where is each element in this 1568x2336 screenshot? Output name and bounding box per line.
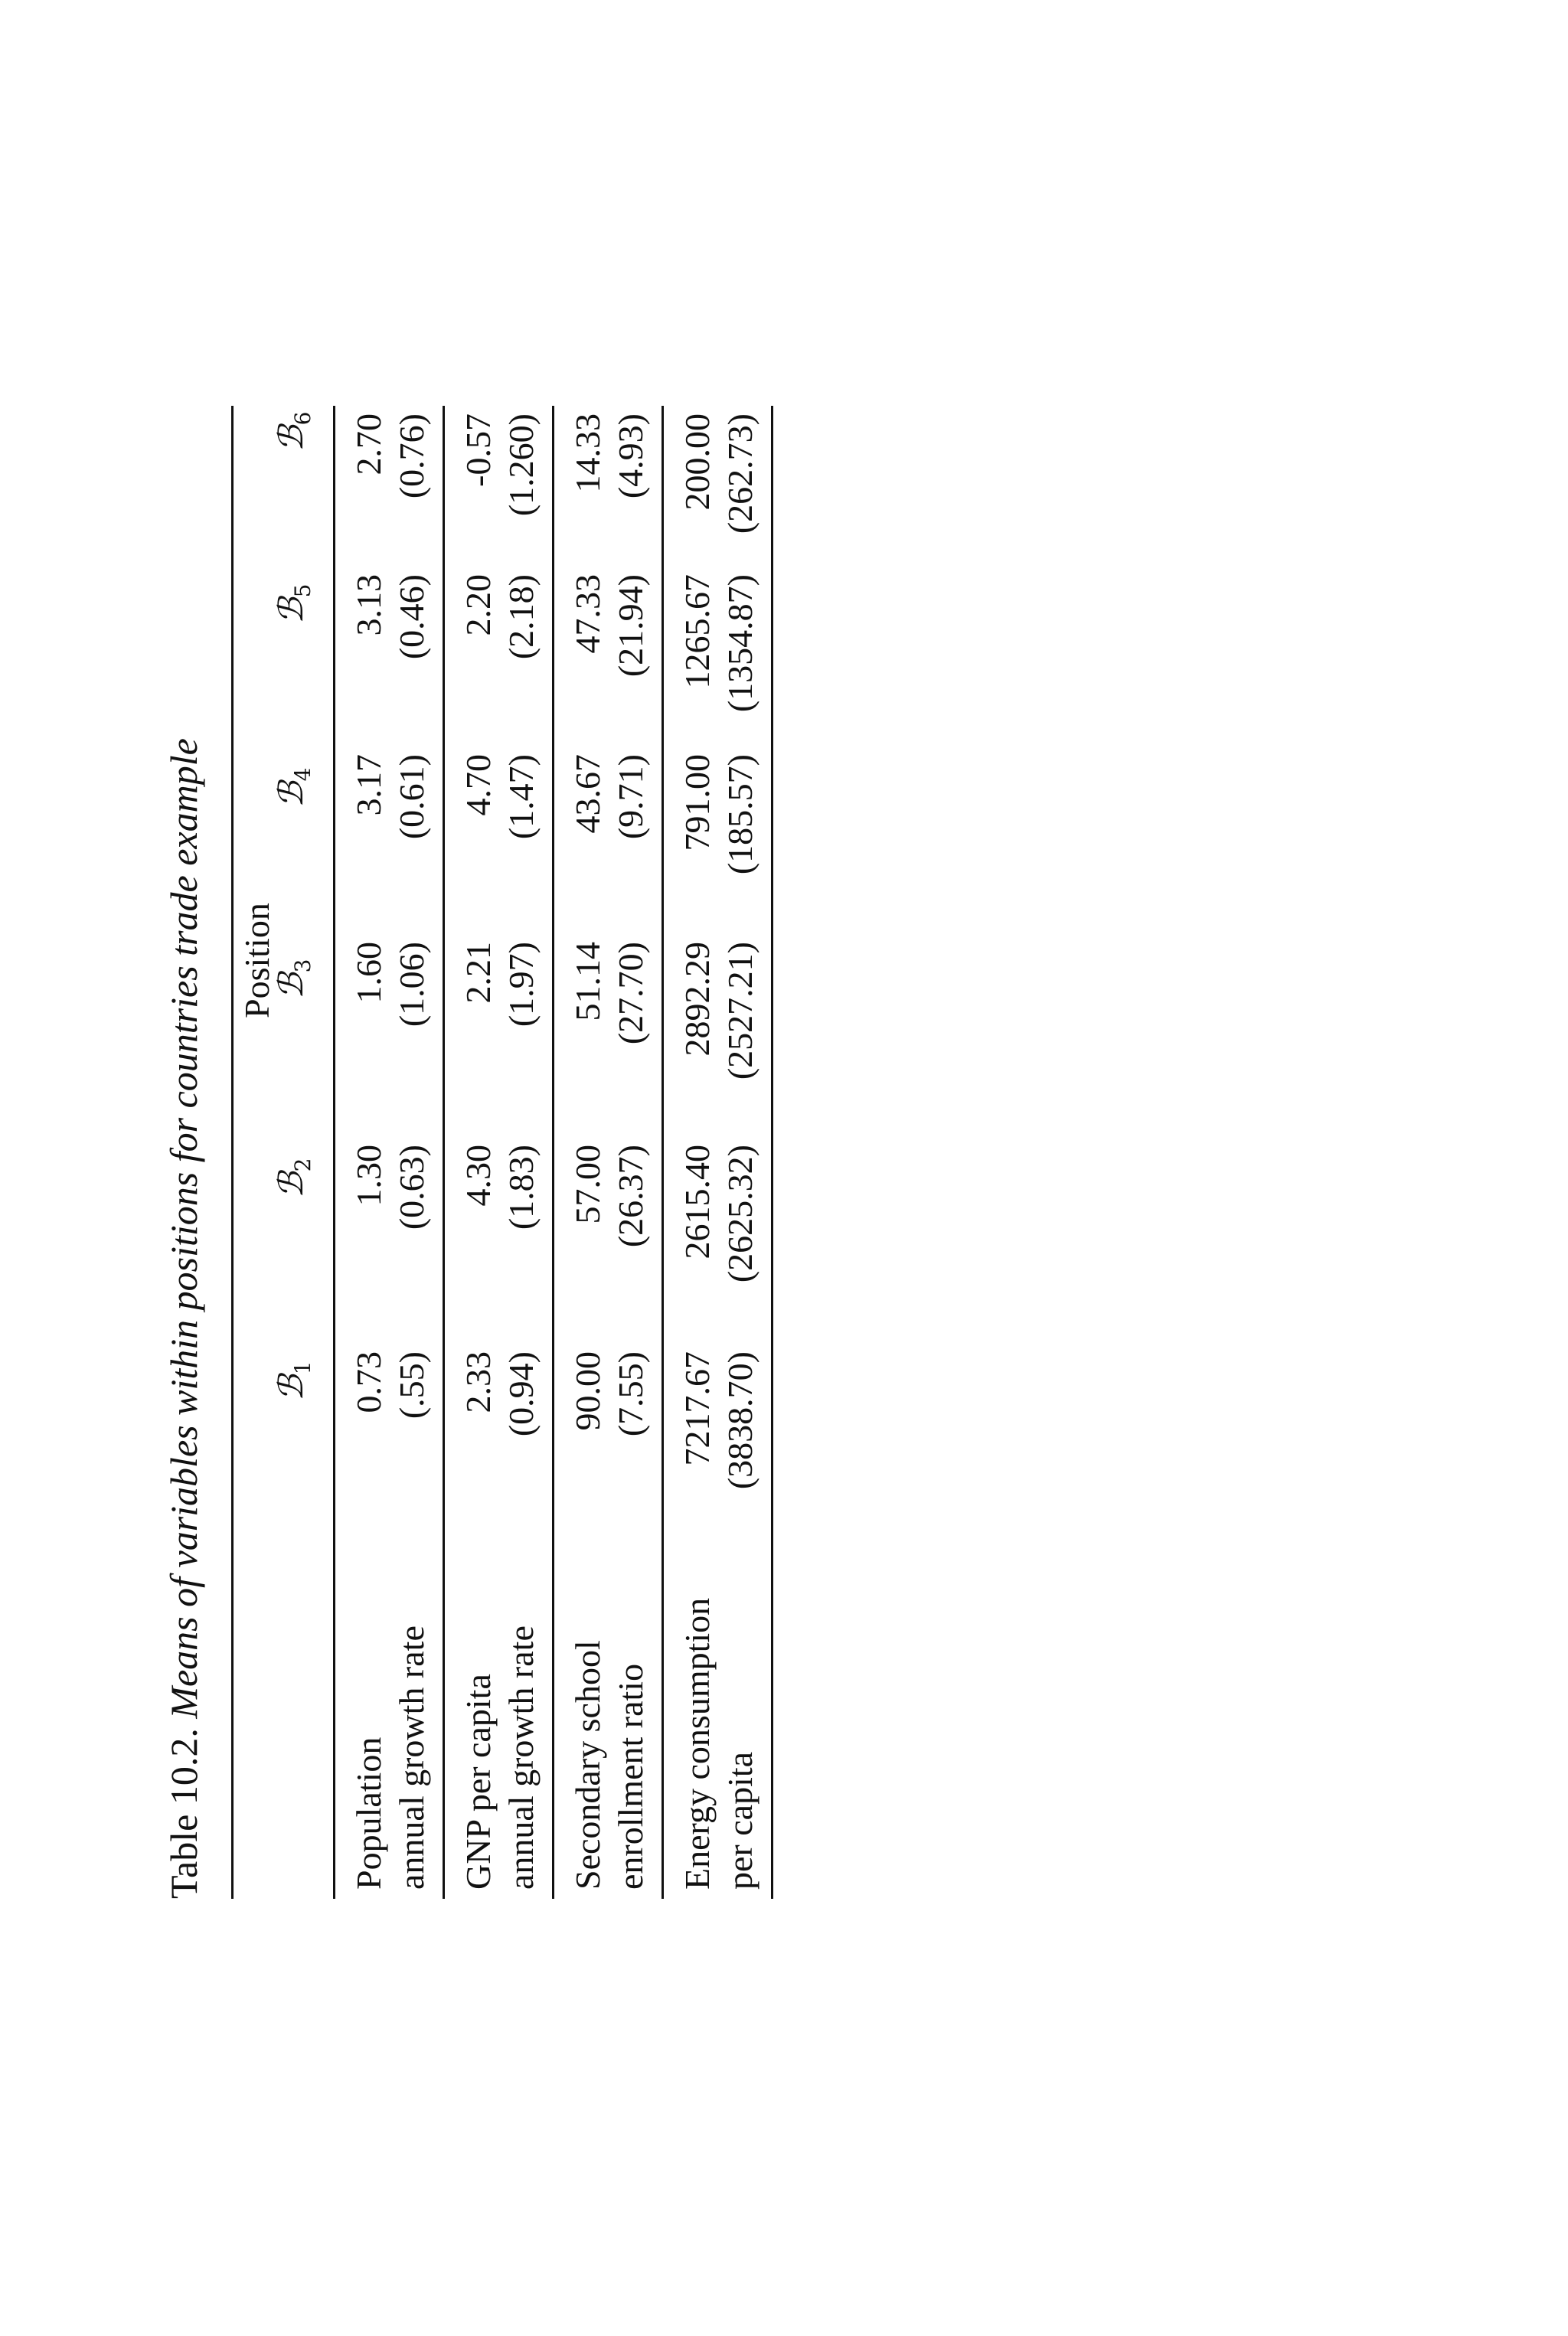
table-row	[445, 406, 552, 1899]
caption-number: Table 10.2.	[162, 1728, 205, 1899]
caption-title: Means of variables within positions for countries trade example	[162, 738, 205, 1719]
cell-b6: -0.57 (1.260)	[459, 413, 541, 517]
cell-b5: 47.33 (21.94)	[568, 574, 650, 678]
position-columns	[272, 406, 325, 1899]
column-header-b4: ℬ$_4$	[272, 767, 315, 808]
cell-b2: 2615.40 (2625.32)	[678, 1145, 760, 1283]
table-row	[335, 406, 443, 1899]
cell-b4: 4.70 (1.47)	[459, 754, 541, 840]
cell-b3: 2.21 (1.97)	[459, 942, 541, 1028]
cell-b1: 90.00 (7.55)	[568, 1351, 650, 1437]
table-row	[554, 406, 662, 1899]
column-header-b5: ℬ$_5$	[272, 583, 315, 624]
cell-b4: 791.00 (185.57)	[678, 754, 760, 875]
rotated-page	[161, 406, 789, 1899]
row-label: Population annual growth rate	[349, 1625, 431, 1890]
table-caption	[161, 738, 207, 1899]
cell-b6: 200.00 (262.73)	[678, 413, 760, 534]
table-bottom-rule	[771, 406, 773, 1899]
column-header-b3: ℬ$_3$	[272, 959, 315, 999]
row-label: Secondary school enrollment ratio	[568, 1640, 650, 1890]
column-header-b1: ℬ$_1$	[272, 1361, 315, 1401]
cell-b1: 2.33 (0.94)	[459, 1351, 541, 1437]
cell-b1: 0.73 (.55)	[349, 1351, 431, 1420]
row-label: Energy consumption per capita	[678, 1597, 760, 1890]
cell-b3: 51.14 (27.70)	[568, 942, 650, 1045]
position-group-label: Position	[237, 903, 276, 1018]
cell-b5: 2.20 (2.18)	[459, 574, 541, 660]
cell-b5: 3.13 (0.46)	[349, 574, 431, 660]
cell-b6: 14.33 (4.93)	[568, 413, 650, 499]
cell-b1: 7217.67 (3838.70)	[678, 1351, 760, 1490]
table-row	[664, 406, 771, 1899]
cell-b4: 3.17 (0.61)	[349, 754, 431, 840]
cell-b2: 4.30 (1.83)	[459, 1145, 541, 1230]
cell-b5: 1265.67 (1354.87)	[678, 574, 760, 713]
cell-b2: 1.30 (0.63)	[349, 1145, 431, 1230]
cell-b2: 57.00 (26.37)	[568, 1145, 650, 1248]
cell-b6: 2.70 (0.76)	[349, 413, 431, 499]
cell-b4: 43.67 (9.71)	[568, 754, 650, 840]
row-label: GNP per capita annual growth rate	[459, 1625, 541, 1890]
column-header-b2: ℬ$_2$	[272, 1158, 315, 1198]
data-table	[231, 406, 773, 1899]
table-header	[234, 406, 333, 1899]
cell-b3: 2892.29 (2527.21)	[678, 942, 760, 1080]
cell-b3: 1.60 (1.06)	[349, 942, 431, 1028]
column-header-b6: ℬ$_6$	[272, 411, 315, 452]
